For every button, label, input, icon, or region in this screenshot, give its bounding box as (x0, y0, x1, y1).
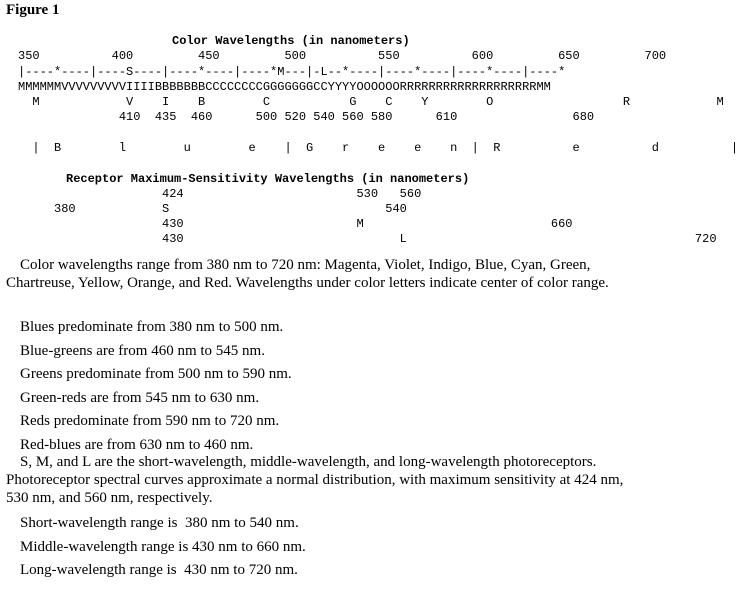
range-line-blue-greens: Blue-greens are from 460 nm to 545 nm. (20, 343, 265, 359)
paragraph-photoreceptors: S, M, and L are the short-wavelength, middle-wavelength, and long-wavelength photoreceptors. Photoreceptor spectral curves approximate a normal distribution, with maximum sensitivity at 424 nm, 530 nm, and 560 nm, respectively. (6, 454, 624, 506)
receptor-row-2: 380 S 540 (18, 202, 407, 216)
center-wavelengths: 410 435 460 500 520 540 560 580 610 680 (18, 110, 595, 124)
range-line-red-blues: Red-blues are from 630 nm to 460 nm. (20, 437, 254, 453)
range-line-green-reds: Green-reds are from 545 nm to 630 nm. (20, 390, 260, 406)
paragraph-color-range: Color wavelengths range from 380 nm to 720 nm: Magenta, Violet, Indigo, Blue, Cyan, Green, Chartreuse, Yellow, Orange, and Red. Wavelengths under color letters indicate center of color range. (6, 257, 609, 291)
band-row: | B l u e | G r e e n | R e d | (18, 141, 738, 155)
chart-title: Color Wavelengths (in nanometers) (172, 34, 410, 48)
range-line-long: Long-wavelength range is 430 nm to 720 nm. (20, 562, 298, 578)
color-string: MMMMMMVVVVVVVVVIIIIBBBBBBBCCCCCCCCGGGGGGGCCYYYYOOOOOORRRRRRRRRRRRRRRRRRRMM (18, 80, 551, 94)
receptor-row-1: 424 530 560 (18, 187, 422, 201)
receptor-row-3: 430 M 660 (18, 217, 573, 231)
range-line-greens: Greens predominate from 500 nm to 590 nm. (20, 366, 292, 382)
figure-title: Figure 1 (6, 2, 60, 18)
receptor-title: Receptor Maximum-Sensitivity Wavelengths (in nanometers) (66, 172, 470, 186)
range-line-blues: Blues predominate from 380 nm to 500 nm. (20, 319, 284, 335)
range-line-short: Short-wavelength range is 380 nm to 540 nm. (20, 515, 299, 531)
center-letters: M V I B C G C Y O R M (18, 95, 724, 109)
range-line-reds: Reds predominate from 590 nm to 720 nm. (20, 413, 280, 429)
receptor-row-4: 430 L 720 (18, 232, 717, 246)
range-line-middle: Middle-wavelength range is 430 nm to 660 nm. (20, 539, 306, 555)
wavelength-ruler: |----*----|----S----|----*----|----*M---|-L--*----|----*----|----*----|----* (18, 65, 566, 79)
wavelength-scale: 350 400 450 500 550 600 650 700 (18, 49, 667, 63)
